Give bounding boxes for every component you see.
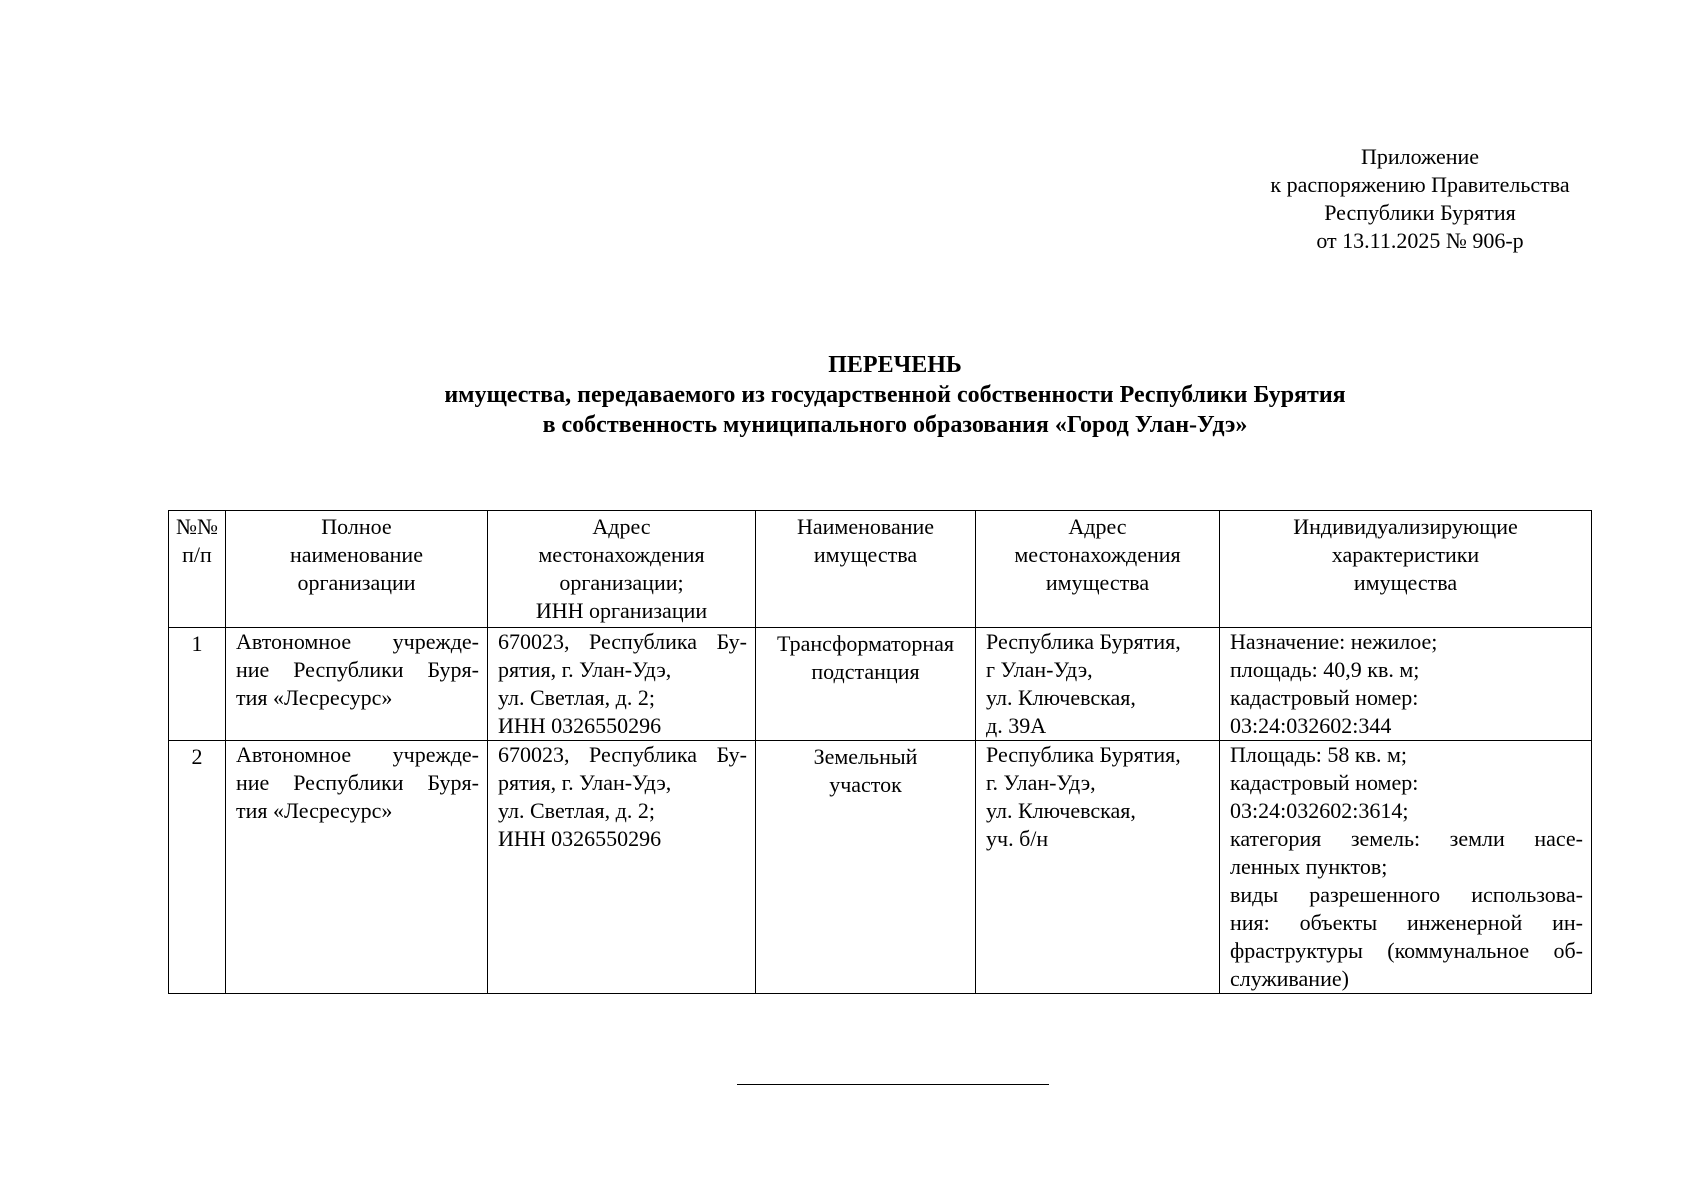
property-table [168, 510, 1592, 994]
cell-line: уч. б/н [986, 826, 1049, 851]
header-line: местонахождения [538, 542, 705, 567]
cell-line: Автономное учрежде- [236, 742, 479, 767]
cell-line: тия «Лесресурс» [236, 685, 393, 710]
cell-line: служивание) [1230, 966, 1349, 991]
cell-line: рятия, г. Улан-Удэ, [498, 657, 672, 682]
cell-org-name [226, 741, 488, 994]
cell-line: ние Республики Буря- [236, 657, 479, 682]
header-property-name [756, 511, 976, 628]
header-line: ИНН организации [535, 598, 708, 623]
cell-line: кадастровый номер: [1230, 770, 1419, 795]
header-num [169, 511, 226, 628]
header-line: имущества [813, 542, 918, 567]
cell-property-address [976, 741, 1220, 994]
appendix-line: Приложение [1360, 144, 1480, 169]
cell-line: д. 39А [986, 713, 1047, 738]
cell-num: 1 [169, 628, 226, 741]
header-line: №№ [176, 514, 218, 539]
header-line: Наименование [796, 514, 935, 539]
cell-line: ние Республики Буря- [236, 770, 479, 795]
cell-line: г. Улан-Удэ, [986, 770, 1096, 795]
header-line: организации [297, 570, 416, 595]
header-line: имущества [1045, 570, 1150, 595]
header-characteristics [1220, 511, 1592, 628]
cell-line: ул. Ключевская, [986, 685, 1136, 710]
table-row [169, 741, 1592, 994]
cell-line: кадастровый номер: [1230, 685, 1419, 710]
cell-line: 670023, Республика Бу- [498, 742, 747, 767]
cell-line: Республика Бурятия, [986, 742, 1181, 767]
header-line: Адрес [1068, 514, 1127, 539]
closing-rule [737, 1084, 1049, 1085]
appendix-line: от 13.11.2025 № 906-р [1316, 228, 1524, 253]
cell-line: ул. Ключевская, [986, 798, 1136, 823]
cell-org-address [488, 628, 756, 741]
cell-line: Площадь: 58 кв. м; [1230, 742, 1408, 767]
document-title [170, 350, 1620, 440]
appendix-line: Республики Бурятия [1324, 200, 1516, 225]
cell-property-name [756, 628, 976, 741]
cell-line: рятия, г. Улан-Удэ, [498, 770, 672, 795]
cell-line: виды разрешенного использова- [1230, 882, 1583, 907]
cell-line: 670023, Республика Бу- [498, 629, 747, 654]
cell-line: подстанция [811, 659, 920, 684]
header-line: характеристики [1331, 542, 1480, 567]
cell-line: ленных пунктов; [1230, 854, 1388, 879]
header-line: п/п [182, 542, 212, 567]
table-row [169, 628, 1592, 741]
header-line: Полное [321, 514, 392, 539]
header-line: Адрес [592, 514, 651, 539]
cell-line: ул. Светлая, д. 2; [498, 798, 655, 823]
cell-line: 03:24:032602:344 [1230, 713, 1392, 738]
cell-line: участок [829, 772, 902, 797]
cell-line: Республика Бурятия, [986, 629, 1181, 654]
header-property-address [976, 511, 1220, 628]
cell-line: ния: объекты инженерной ин- [1230, 910, 1583, 935]
cell-line: тия «Лесресурс» [236, 798, 393, 823]
cell-line: категория земель: земли насе- [1230, 826, 1583, 851]
cell-line: ИНН 0326550296 [498, 713, 662, 738]
title-line: имущества, передаваемого из государственной собственности Республики Бурятия [444, 382, 1346, 408]
cell-property-address [976, 628, 1220, 741]
title-line: в собственность муниципального образования «Город Улан-Удэ» [542, 412, 1248, 438]
cell-line: Назначение: нежилое; [1230, 629, 1438, 654]
cell-org-address [488, 741, 756, 994]
cell-line: площадь: 40,9 кв. м; [1230, 657, 1420, 682]
header-line: организации; [559, 570, 684, 595]
cell-characteristics [1220, 628, 1592, 741]
cell-line: Автономное учрежде- [236, 629, 479, 654]
title-line: ПЕРЕЧЕНЬ [828, 352, 962, 378]
header-line: местонахождения [1014, 542, 1181, 567]
header-org-address [488, 511, 756, 628]
appendix-line: к распоряжению Правительства [1270, 172, 1570, 197]
header-line: Индивидуализирующие [1293, 514, 1518, 539]
appendix-note [1240, 143, 1600, 255]
cell-line: Трансформаторная [776, 631, 955, 656]
cell-org-name [226, 628, 488, 741]
header-line: наименование [290, 542, 423, 567]
cell-line: ул. Светлая, д. 2; [498, 685, 655, 710]
header-line: имущества [1353, 570, 1458, 595]
cell-characteristics [1220, 741, 1592, 994]
table-header-row [169, 511, 1592, 628]
header-org-name [226, 511, 488, 628]
cell-line: 03:24:032602:3614; [1230, 798, 1409, 823]
cell-line: г Улан-Удэ, [986, 657, 1093, 682]
cell-num: 2 [169, 741, 226, 994]
cell-property-name [756, 741, 976, 994]
cell-line: ИНН 0326550296 [498, 826, 662, 851]
cell-line: Земельный [813, 744, 918, 769]
cell-line: фраструктуры (коммунальное об- [1230, 938, 1583, 963]
